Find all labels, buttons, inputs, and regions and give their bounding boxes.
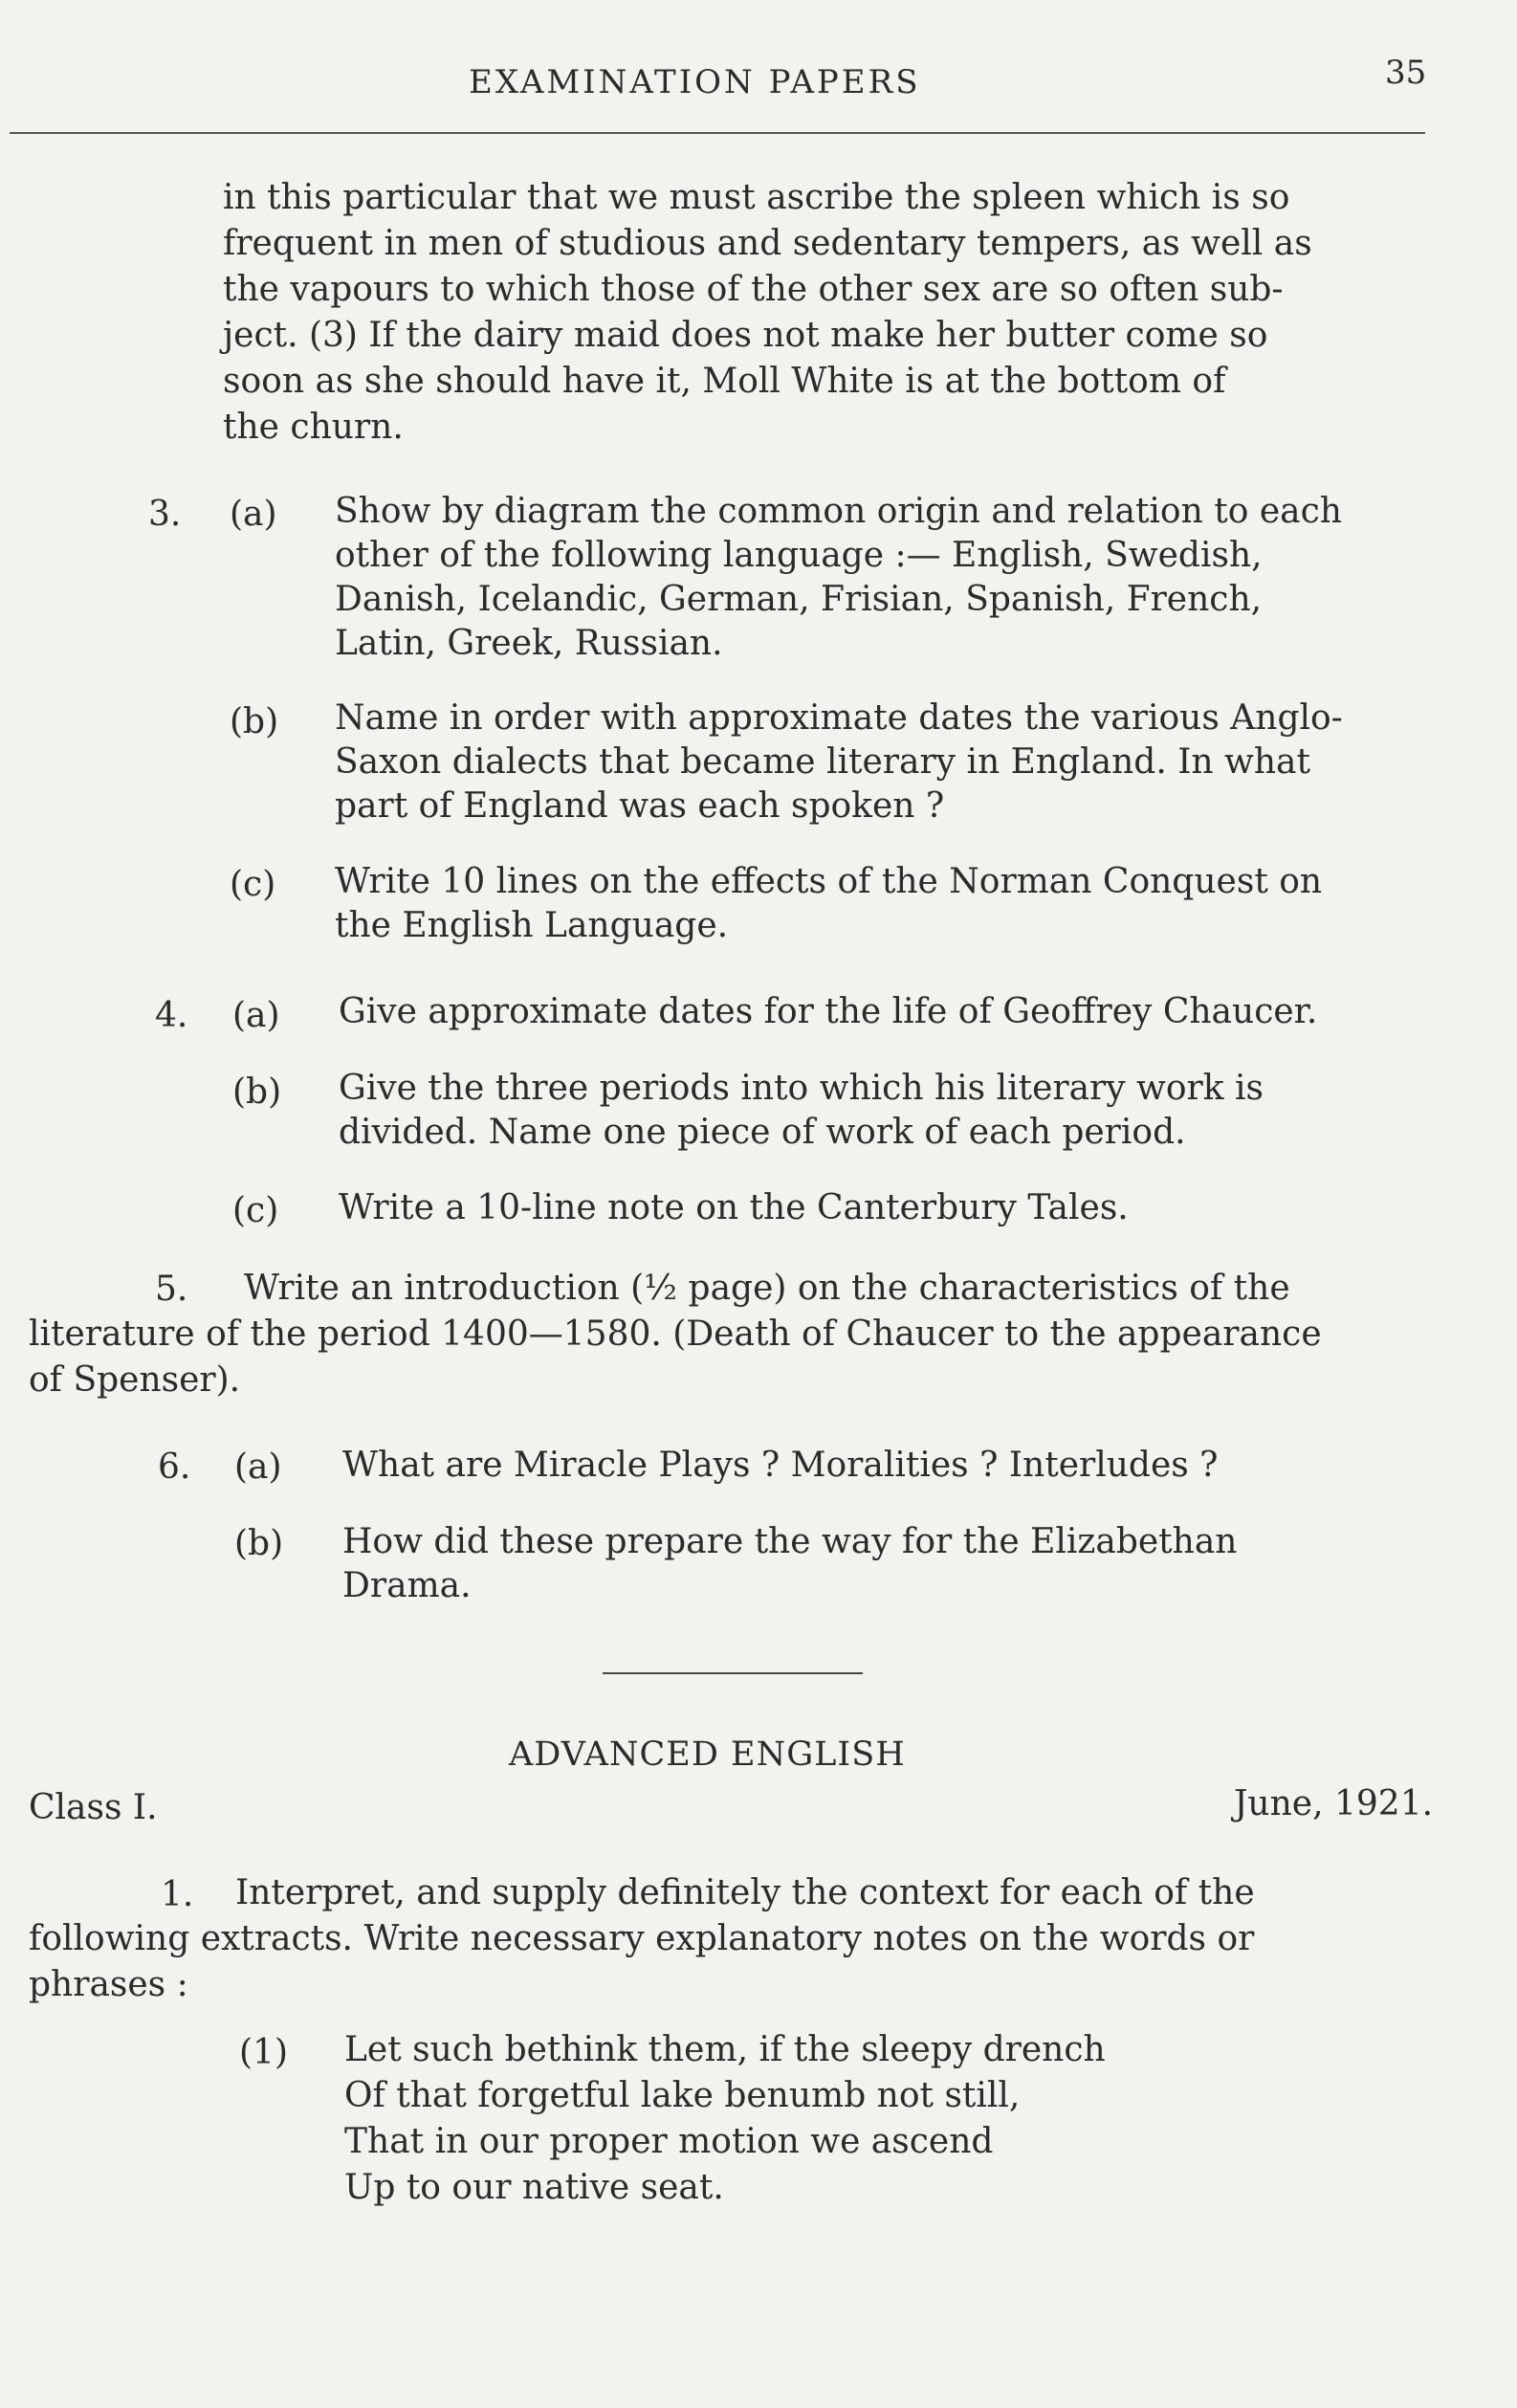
question-text-line: Show by diagram the common origin and relation to each <box>335 492 1342 531</box>
question-text-line: How did these prepare the way for the Elizabethan <box>342 1522 1238 1561</box>
extract-line: Up to our native seat. <box>344 2168 724 2207</box>
subquestion-label: (a) <box>230 495 277 534</box>
question-text-line: Latin, Greek, Russian. <box>335 624 723 663</box>
class-label: Class I. <box>29 1788 158 1827</box>
question-number: 1. <box>161 1875 194 1914</box>
page-number: 35 <box>1385 54 1427 92</box>
question-text-line: Give approximate dates for the life of Geoffrey Chaucer. <box>339 992 1318 1031</box>
question-number: 5. <box>155 1270 188 1309</box>
question-number: 3. <box>148 495 182 534</box>
question-text-line: Interpret, and supply definitely the context for each of the <box>235 1873 1255 1912</box>
continuation-line: the vapours to which those of the other sex are so often sub- <box>223 270 1284 309</box>
question-text-line: other of the following language :— English, Swedish, <box>335 536 1263 575</box>
question-text-line: Danish, Icelandic, German, Frisian, Spanish, French, <box>335 580 1263 619</box>
subquestion-label: (a) <box>232 996 280 1035</box>
subquestion-label: (a) <box>234 1447 282 1487</box>
question-text-line: Write a 10-line note on the Canterbury Tales. <box>339 1188 1129 1227</box>
question-text-line: the English Language. <box>335 906 729 945</box>
question-text-line: Saxon dialects that became literary in England. In what <box>335 742 1310 782</box>
question-text-line: divided. Name one piece of work of each period. <box>339 1113 1186 1152</box>
question-text-line: Write an introduction (½ page) on the characteristics of the <box>244 1269 1290 1308</box>
subquestion-label: (b) <box>234 1524 284 1563</box>
question-text-line: Give the three periods into which his literary work is <box>339 1069 1264 1108</box>
extract-line: That in our proper motion we ascend <box>344 2122 994 2161</box>
extract-line: Of that forgetful lake benumb not still, <box>344 2076 1021 2115</box>
continuation-line: soon as she should have it, Moll White is at the bottom of <box>223 362 1226 401</box>
question-text-line: literature of the period 1400—1580. (Death of Chaucer to the appearance <box>29 1314 1322 1354</box>
question-text-line: Drama. <box>342 1566 472 1605</box>
question-text-line: What are Miracle Plays ? Moralities ? Interludes ? <box>342 1446 1219 1485</box>
running-header-title: EXAMINATION PAPERS <box>469 63 921 101</box>
section-separator-rule <box>603 1672 863 1674</box>
question-text-line: Name in order with approximate dates the various Anglo- <box>335 698 1343 738</box>
continuation-line: the churn. <box>223 408 404 447</box>
question-number: 6. <box>158 1447 191 1487</box>
continuation-line: frequent in men of studious and sedentary tempers, as well as <box>223 224 1312 263</box>
question-text-line: phrases : <box>29 1965 188 2004</box>
question-text-line: of Spenser). <box>29 1360 241 1400</box>
question-number: 4. <box>155 996 188 1035</box>
subquestion-label: (b) <box>230 702 279 741</box>
subquestion-label: (b) <box>232 1072 282 1112</box>
extract-line: Let such bethink them, if the sleepy drench <box>344 2030 1106 2069</box>
continuation-line: in this particular that we must ascribe the spleen which is so <box>223 178 1290 217</box>
continuation-line: ject. (3) If the dairy maid does not make her butter come so <box>223 316 1268 355</box>
question-text-line: Write 10 lines on the effects of the Norman Conquest on <box>335 862 1323 901</box>
exam-date: June, 1921. <box>1234 1784 1434 1823</box>
subquestion-label: (c) <box>232 1191 279 1230</box>
section-title: ADVANCED ENGLISH <box>509 1735 906 1774</box>
extract-label: (1) <box>239 2033 288 2072</box>
header-rule <box>10 132 1425 134</box>
question-text-line: following extracts. Write necessary explanatory notes on the words or <box>29 1919 1255 1958</box>
subquestion-label: (c) <box>230 865 276 904</box>
question-text-line: part of England was each spoken ? <box>335 786 945 826</box>
